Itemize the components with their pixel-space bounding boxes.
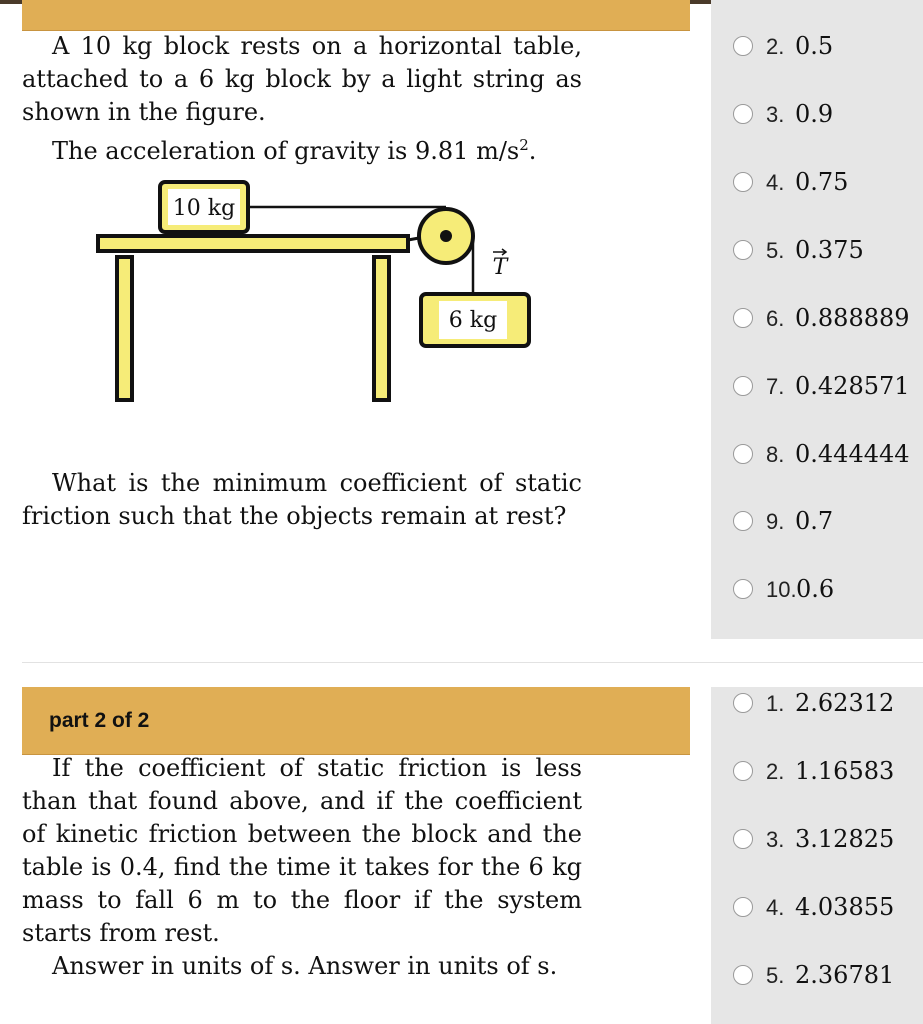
- part1-intro: [22, 30, 582, 168]
- part1-intro-line2: [22, 129, 582, 168]
- option-number: 8.: [766, 442, 785, 467]
- part2-question-text: If the coefficient of static friction is less than that found above, and if the coefficient of kinetic friction between the block and the table is 0.4, find the time it takes for the 6 kg mass to fall 6 m to the floor if the system starts from rest.: [22, 754, 582, 947]
- option-number: 9.: [766, 509, 785, 534]
- part2-question: [22, 752, 582, 983]
- option-value: 0.888889: [795, 304, 910, 332]
- option-p1-2[interactable]: [711, 30, 923, 64]
- radio-button[interactable]: [733, 104, 753, 124]
- option-value: 2.36781: [795, 961, 895, 989]
- option-number: 1.: [766, 691, 785, 716]
- option-number: 4.: [766, 895, 785, 920]
- option-number: 6.: [766, 306, 785, 331]
- option-p2-4[interactable]: [711, 891, 923, 925]
- option-p2-5[interactable]: [711, 959, 923, 993]
- gravity-text: The acceleration of gravity is 9.81 m/s: [52, 137, 520, 165]
- part1-question: [22, 467, 582, 533]
- gravity-text-end: .: [528, 137, 537, 165]
- option-p1-7[interactable]: [711, 370, 923, 404]
- option-number: 7.: [766, 374, 785, 399]
- option-value: 4.03855: [795, 893, 895, 921]
- table-leg-right: [374, 257, 389, 400]
- pulley-axle: [440, 230, 452, 242]
- radio-button[interactable]: [733, 897, 753, 917]
- radio-button[interactable]: [733, 172, 753, 192]
- option-number: 10.: [766, 577, 797, 602]
- option-value: 0.7: [795, 507, 834, 535]
- part1-intro-line1: A 10 kg block rests on a horizontal table, attached to a 6 kg block by a light string as shown in the figure.: [22, 32, 582, 126]
- radio-button[interactable]: [733, 36, 753, 56]
- radio-button[interactable]: [733, 761, 753, 781]
- option-number: 3.: [766, 827, 785, 852]
- option-value: 0.5: [795, 32, 834, 60]
- option-p2-2[interactable]: [711, 755, 923, 789]
- option-number: 5.: [766, 238, 785, 263]
- part1-header: [22, 0, 690, 31]
- radio-button[interactable]: [733, 240, 753, 260]
- option-value: 3.12825: [795, 825, 895, 853]
- radio-button[interactable]: [733, 829, 753, 849]
- option-p2-1[interactable]: [711, 687, 923, 721]
- option-p1-6[interactable]: [711, 302, 923, 336]
- gravity-exponent: 2: [519, 136, 529, 154]
- option-number: 2.: [766, 34, 785, 59]
- option-number: 5.: [766, 963, 785, 988]
- radio-button[interactable]: [733, 965, 753, 985]
- tension-label: T: [492, 255, 508, 280]
- option-value: 1.16583: [795, 757, 895, 785]
- radio-button[interactable]: [733, 444, 753, 464]
- option-value: 2.62312: [795, 689, 895, 717]
- option-p1-4[interactable]: [711, 166, 923, 200]
- table-leg-left: [117, 257, 132, 400]
- pulley-figure: [90, 170, 540, 410]
- part2-options-panel: [711, 687, 923, 1024]
- option-number: 2.: [766, 759, 785, 784]
- radio-button[interactable]: [733, 579, 753, 599]
- option-value: 0.444444: [795, 440, 910, 468]
- option-p1-5[interactable]: [711, 234, 923, 268]
- option-p2-3[interactable]: [711, 823, 923, 857]
- table-top: [98, 236, 408, 251]
- radio-button[interactable]: [733, 376, 753, 396]
- radio-button[interactable]: [733, 693, 753, 713]
- option-value: 0.9: [795, 100, 834, 128]
- option-number: 4.: [766, 170, 785, 195]
- option-p1-9[interactable]: [711, 505, 923, 539]
- option-p1-10[interactable]: [711, 573, 923, 607]
- part2-header: part 2 of 2: [22, 687, 690, 755]
- part2-units-note: Answer in units of s. Answer in units of s.: [52, 952, 558, 980]
- block-6kg-label: 6 kg: [448, 308, 498, 333]
- radio-button[interactable]: [733, 511, 753, 531]
- option-p1-8[interactable]: [711, 438, 923, 472]
- option-value: 0.375: [795, 236, 864, 264]
- option-value: 0.75: [795, 168, 849, 196]
- option-value: 0.6: [796, 575, 835, 603]
- part1-question-text: What is the minimum coefficient of static friction such that the objects remain at rest?: [22, 469, 582, 530]
- block-10kg-label: 10 kg: [172, 196, 236, 221]
- option-value: 0.428571: [795, 372, 910, 400]
- part1-options-panel: [711, 0, 923, 639]
- option-p1-3[interactable]: [711, 98, 923, 132]
- radio-button[interactable]: [733, 308, 753, 328]
- option-number: 3.: [766, 102, 785, 127]
- section-divider: [22, 662, 923, 663]
